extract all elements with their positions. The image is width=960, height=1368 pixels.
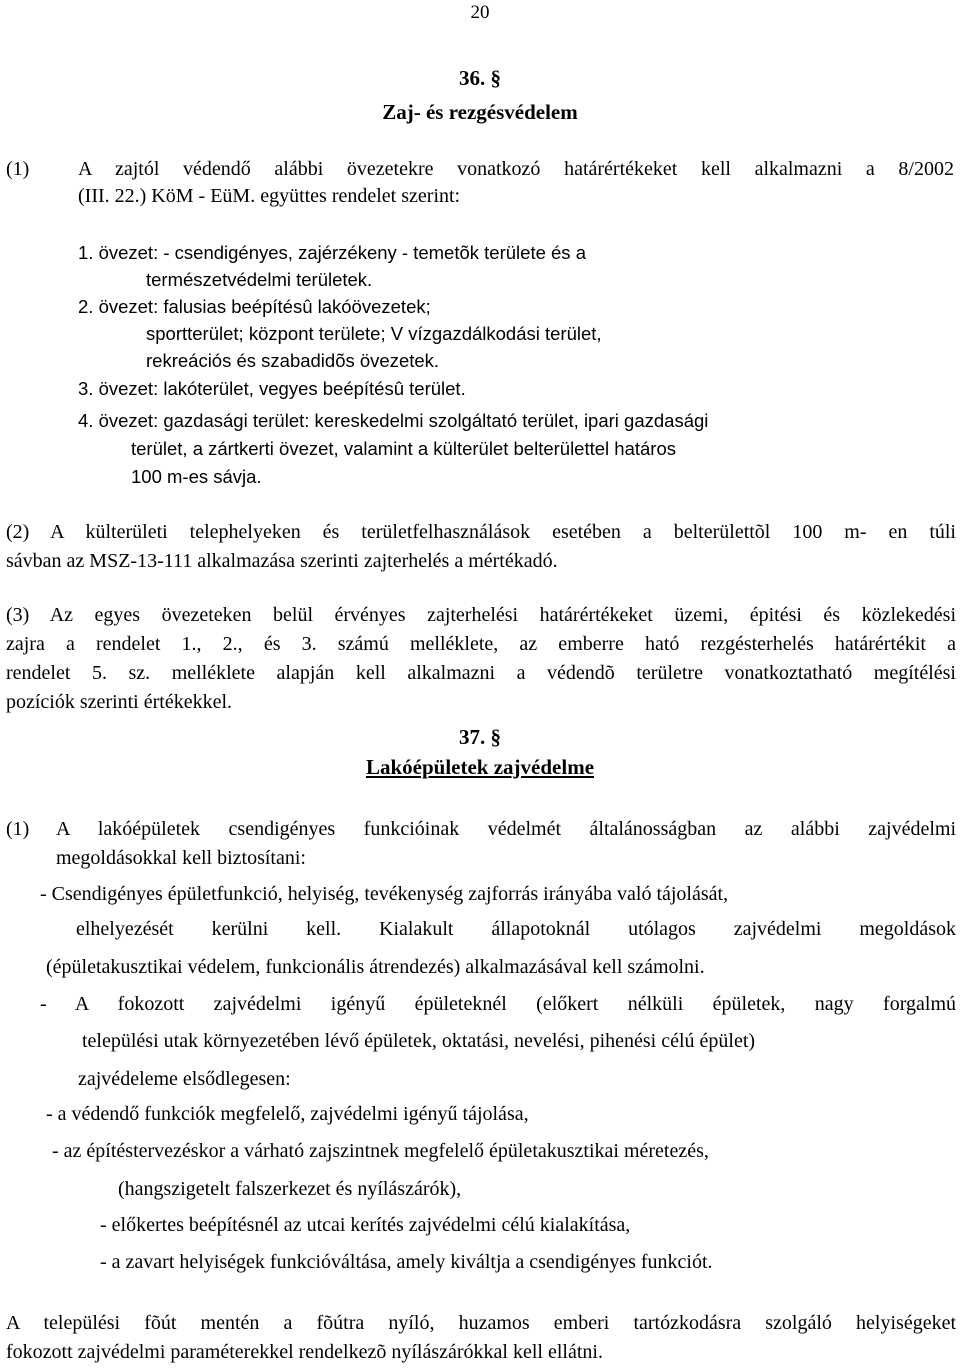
paragraph-1-line-1: A zajtól védendő alábbi övezetekre vonatkozó határértékeket kell alkalmazni a 8/2002 xyxy=(78,158,954,180)
bullet-1-line-3: (épületakusztikai védelem, funkcionális átrendezés) alkalmazásával kell számolni. xyxy=(46,956,705,978)
sub-bullet-2-line-2: (hangszigetelt falszerkezet és nyílászárók), xyxy=(118,1178,462,1200)
paragraph-3-line-1: (3) Az egyes övezeteken belül érvényes zajterhelési határértékeket üzemi, épitési és közlekedési xyxy=(6,604,956,626)
sub-bullet-2-line-1: - az építéstervezéskor a várható zajszintnek megfelelő épületakusztikai méretezés, xyxy=(52,1140,709,1162)
s37-paragraph-1-line-2: megoldásokkal kell biztosítani: xyxy=(56,847,306,869)
sub-bullet-1: - a védendő funkciók megfelelő, zajvédelmi igényű tájolása, xyxy=(46,1103,529,1125)
bullet-1-line-2: elhelyezését kerülni kell. Kialakult állapotoknál utólagos zajvédelmi megoldások xyxy=(76,918,956,940)
zone-2-line-3: rekreációs és szabadidõs övezetek. xyxy=(146,350,440,371)
section-37-number-line xyxy=(0,725,960,750)
section-36-number-line xyxy=(0,66,960,91)
paragraph-3-line-2: zajra a rendelet 1., 2., és 3. számú melléklete, az emberre ható rezgésterhelés határértékit a xyxy=(6,633,956,655)
section-36-title: Zaj- és rezgésvédelem xyxy=(382,100,578,124)
bullet-2-line-3: zajvédeleme elsődlegesen: xyxy=(78,1068,291,1090)
paragraph-2-line-2: sávban az MSZ-13-111 alkalmazása szerinti zajterhelés a mértékadó. xyxy=(6,550,558,572)
closing-line-1: A települési fõút mentén a fõútra nyíló, huzamos emberi tartózkodásra szolgáló helyiségeket xyxy=(6,1312,956,1334)
zone-4-line-1: 4. övezet: gazdasági terület: kereskedelmi szolgáltató terület, ipari gazdasági xyxy=(78,410,709,431)
s37-paragraph-1-line-1: A lakóépületek csendigényes funkcióinak védelmét általánosságban az alábbi zajvédelmi xyxy=(56,818,956,840)
zone-3-line-1: 3. övezet: lakóterület, vegyes beépítésû terület. xyxy=(78,378,466,399)
zone-1-line-1: 1. övezet: - csendigényes, zajérzékeny - temetõk területe és a xyxy=(78,242,586,263)
paragraph-3-line-3: rendelet 5. sz. melléklete alapján kell alkalmazni a védendõ területre vonatkoztatható megítélési xyxy=(6,662,956,684)
section-symbol-icon: § xyxy=(490,66,501,90)
page-number: 20 xyxy=(470,2,490,23)
section-36-number: 36. xyxy=(459,66,486,90)
section-37-number: 37. xyxy=(459,725,486,749)
sub-bullet-4: - a zavart helyiségek funkcióváltása, amely kiváltja a csendigényes funkciót. xyxy=(100,1251,713,1273)
zone-2-line-2: sportterület; központ területe; V vízgazdálkodási terület, xyxy=(146,323,602,344)
zone-4-line-3: 100 m-es sávja. xyxy=(131,466,262,487)
section-37-title xyxy=(0,755,960,780)
zone-4-line-2: terület, a zártkerti övezet, valamint a külterület belterülettel határos xyxy=(131,438,676,459)
bullet-2-line-2: települési utak környezetében lévő épületek, oktatási, nevelési, pihenési célú épület) xyxy=(82,1030,756,1052)
paragraph-1-label: (1) xyxy=(6,158,30,180)
section-symbol-icon: § xyxy=(490,725,501,749)
paragraph-1-line-2: (III. 22.) KöM - EüM. együttes rendelet szerint: xyxy=(78,185,461,207)
zone-2-line-1: 2. övezet: falusias beépítésû lakóövezetek; xyxy=(78,296,431,317)
bullet-2-line-1: - A fokozott zajvédelmi igényű épületeknél (előkert nélküli épületek, nagy forgalmú xyxy=(40,993,956,1015)
bullet-1-line-1: - Csendigényes épületfunkció, helyiség, tevékenység zajforrás irányába való tájolását, xyxy=(40,883,729,905)
paragraph-3-line-4: pozíciók szerinti értékekkel. xyxy=(6,691,233,713)
closing-line-2: fokozott zajvédelmi paraméterekkel rendelkezõ nyílászárókkal kell ellátni. xyxy=(6,1341,603,1363)
section-37-title-text: Lakóépületek zajvédelme xyxy=(365,755,595,779)
paragraph-2-line-1: (2) A külterületi telephelyeken és területfelhasználások esetében a belterülettõl 100 m- en túli xyxy=(6,521,956,543)
s37-paragraph-1-label: (1) xyxy=(6,818,30,840)
zone-1-line-2: természetvédelmi területek. xyxy=(146,269,373,290)
sub-bullet-3: - előkertes beépítésnél az utcai kerítés zajvédelmi célú kialakítása, xyxy=(100,1214,631,1236)
